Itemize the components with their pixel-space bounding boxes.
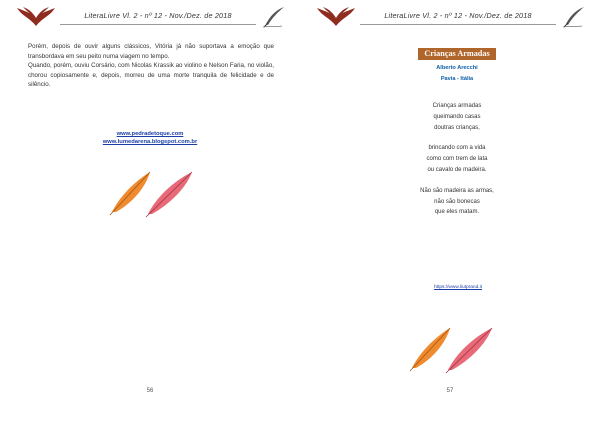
header-title: LiteraLivre Vl. 2 - nº 12 - Nov./Dez. de 2018 bbox=[84, 11, 232, 20]
page-header bbox=[300, 0, 600, 36]
poem-line: Não são madeira as armas, bbox=[420, 187, 494, 194]
right-page bbox=[300, 0, 600, 424]
page-number: 57 bbox=[446, 388, 454, 394]
poem-line: queimando casas bbox=[433, 113, 481, 120]
quill-icon bbox=[262, 6, 286, 28]
feathers-illustration bbox=[408, 324, 498, 374]
paragraph-2: Quando, porém, ouviu Corsário, com Nicolas Krassik ao violino e Nelson Faria, no violão, chorou copiosamente e, depois, morreu de uma morte tranquila de felicidade e de silêncio. bbox=[28, 62, 274, 88]
links-block bbox=[60, 130, 240, 146]
poem-line: Crianças armadas bbox=[432, 103, 482, 109]
feather-pink-icon bbox=[146, 172, 192, 217]
eagle-emblem-icon bbox=[316, 6, 356, 28]
poem-line: brincando com a vida bbox=[428, 145, 486, 152]
stanza-gap bbox=[380, 176, 534, 186]
link-pedradetoque[interactable]: www.pedradetoque.com bbox=[116, 131, 184, 137]
stanza-gap bbox=[380, 133, 534, 143]
poem-line: como com trem de lata bbox=[426, 156, 488, 163]
poem-title: Crianças Armadas bbox=[418, 48, 496, 60]
link-lumedarena[interactable]: www.lumedarena.blogspot.com.br bbox=[102, 139, 198, 145]
feathers-illustration bbox=[108, 168, 198, 218]
poem-line: não são bonecas bbox=[434, 198, 480, 205]
author-location: Pavia - Itália bbox=[440, 75, 474, 82]
poem-line: doutras crianças, bbox=[434, 124, 480, 131]
link-liutprand[interactable]: https://www.liutprand.it bbox=[434, 285, 482, 290]
paragraph-1: Porém, depois de ouvir alguns clássicos, Vitória já não suportava a emoção que transbordava em seu peito numa viagem no tempo. bbox=[28, 43, 274, 60]
quill-icon bbox=[562, 6, 586, 28]
link-block bbox=[418, 285, 498, 290]
poem-body bbox=[380, 101, 534, 218]
eagle-emblem-icon bbox=[16, 6, 56, 28]
feather-orange-icon bbox=[410, 328, 450, 371]
feather-pink-icon bbox=[446, 328, 492, 373]
header-title: LiteraLivre Vl. 2 - nº 12 - Nov./Dez. de 2018 bbox=[384, 11, 532, 20]
author-block bbox=[400, 63, 514, 84]
page-header bbox=[0, 0, 300, 36]
page-number: 56 bbox=[146, 388, 154, 394]
author-name: Alberto Arecchi bbox=[436, 65, 478, 71]
poem-line: que eles matam. bbox=[434, 209, 480, 216]
story-text bbox=[28, 42, 274, 90]
poem-line: ou cavalo de madeira. bbox=[427, 166, 487, 173]
feather-orange-icon bbox=[110, 172, 150, 215]
header-rule bbox=[360, 24, 556, 25]
header-rule bbox=[60, 24, 256, 25]
